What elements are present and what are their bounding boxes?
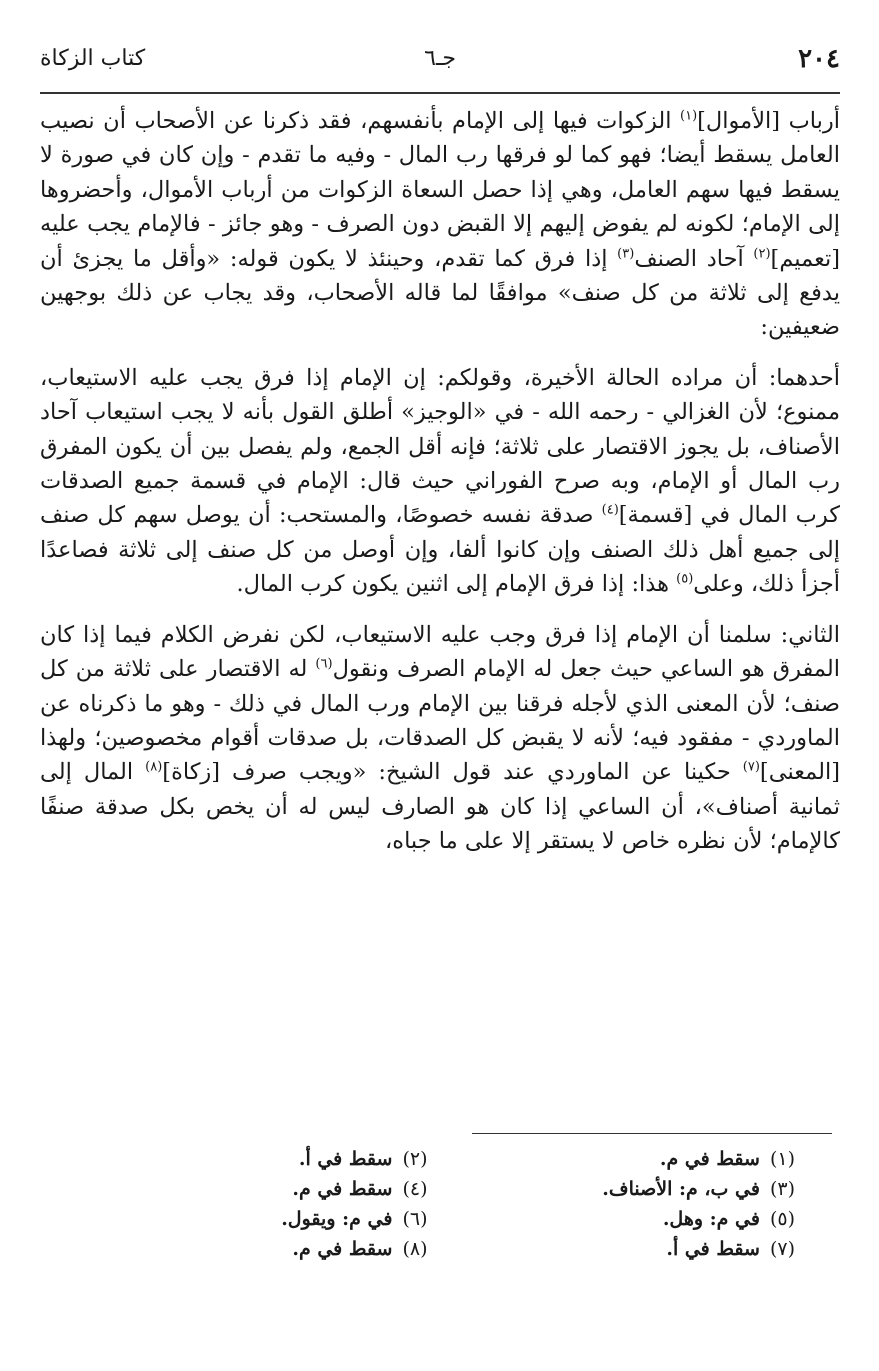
footnote-number: (٥)	[769, 1208, 795, 1230]
footnote-number: (٦)	[402, 1208, 428, 1230]
text-run: المال إلى ثمانية أصناف»، أن الساعي إذا كان هو الصارف ليس له أن يخص بكل صدقة صنفًا كالإمام؛ لأن نظره خاص لا يستقر إلا على ما جباه،	[40, 759, 840, 855]
footnote-text: في م: وهل.	[662, 1208, 760, 1230]
text-run: الثاني: سلمنا أن الإمام إذا فرق وجب عليه الاستيعاب، لكن نفرض الكلام فيما إذا كان المفرق هو الساعي حيث جعل له الإمام الصرف ونقول	[40, 621, 840, 683]
footnote-ref-2: (٢)	[753, 246, 771, 262]
text-run: الزكوات فيها إلى الإمام بأنفسهم، فقد ذكرنا عن الأصحاب أن نصيب العامل يسقط أيضا؛ فهو كما لو فرقها رب المال - وفيه ما تقدم - وإن كان في صورة لا يسقط فيها سهم العامل، وهي إذا حصل السعاة الزكوات من أرباب الأموال، وأحضروها إلى الإمام؛ لكونه لم يفوض إليهم إلا القبض دون الصرف - وهو جائز - فالإمام يجب عليه [تعميم]	[40, 108, 840, 272]
book-title: كتاب الزكاة	[40, 46, 146, 71]
text-run: له الاقتصار على ثلاثة من كل صنف؛ لأن المعنى الذي لأجله فرقنا بين الإمام ورب المال في ذلك - وهو ما ذكرناه عن الماوردي - مفقود فيه؛ لأنه لا يقبض كل الصدقات، بل صدقات أقوام مخصوصين؛ ولهذا [المعنى]	[40, 656, 840, 786]
footnote-1	[488, 1144, 796, 1174]
footnote-number: (٣)	[769, 1178, 795, 1200]
text-run: أرباب [الأموال]	[697, 108, 840, 134]
footnote-number: (٨)	[402, 1238, 428, 1260]
footnote-text: سقط في م.	[292, 1178, 393, 1200]
footnote-ref-5: (٥)	[676, 571, 694, 587]
footnote-ref-1: (١)	[680, 108, 698, 124]
page-number: ٢٠٤	[798, 44, 840, 74]
footnote-ref-8: (٨)	[145, 759, 163, 775]
footnote-8	[120, 1234, 428, 1264]
footnote-divider	[472, 1133, 832, 1134]
paragraph-3	[40, 618, 840, 859]
footnote-text: سقط في م.	[292, 1238, 393, 1260]
text-run: حكينا عن الماوردي عند قول الشيخ: «ويجب صرف [زكاة]	[162, 759, 743, 786]
footnote-number: (٢)	[402, 1148, 428, 1170]
footnote-2	[120, 1144, 428, 1174]
footnote-ref-3: (٣)	[617, 246, 635, 262]
footnote-text: سقط في أ.	[666, 1238, 760, 1260]
paragraph-2	[40, 361, 840, 602]
main-text	[40, 104, 840, 859]
footnote-3	[488, 1174, 796, 1204]
text-run: إذا فرق كما تقدم، وحينئذ لا يكون قوله: «وأقل ما يجزئ أن يدفع إلى ثلاثة من كل صنف» موافقًا لما قاله الأصحاب، وقد يجاب عن ذلك بوجهين ضعيفين:	[40, 245, 840, 341]
footnotes	[120, 1144, 795, 1264]
paragraph-1	[40, 104, 840, 345]
footnote-text: سقط في م.	[659, 1148, 760, 1170]
footnote-text: في م: ويقول.	[281, 1208, 393, 1230]
text-run: آحاد الصنف	[634, 245, 754, 272]
header-divider	[40, 92, 840, 94]
page-header	[40, 44, 840, 84]
footnote-number: (٧)	[769, 1238, 795, 1260]
text-run: أحدهما: أن مراده الحالة الأخيرة، وقولكم: إن الإمام إذا فرق يجب عليه الاستيعاب، ممنوع؛ لأن الغزالي - رحمه الله - في «الوجيز» أطلق القول بأنه لا يجب استيعاب آحاد الأصناف، بل يجوز الاقتصار على ثلاثة؛ فإنه أقل الجمع، ولم يفصل بين أن يكون المفرق رب المال أو الإمام، وبه صرح الفوراني حيث قال: الإمام في قسمة جميع الصدقات كرب المال في [قسمة]	[40, 364, 840, 529]
footnote-6	[120, 1204, 428, 1234]
footnote-text: سقط في أ.	[298, 1148, 393, 1170]
footnote-grid	[120, 1144, 795, 1264]
text-run: صدقة نفسه خصوصًا، والمستحب: أن يوصل سهم كل صنف إلى جميع أهل ذلك الصنف وإن كانوا ألفا، وإن أوصل من كل صنف إلى ثلاثة فصاعدًا أجزأ ذلك، وعلى	[40, 502, 840, 598]
footnote-ref-4: (٤)	[601, 502, 619, 518]
footnote-7	[488, 1234, 796, 1264]
volume-label: جـ٦	[424, 46, 456, 71]
footnote-text: في ب، م: الأصناف.	[602, 1178, 760, 1200]
footnote-number: (٤)	[402, 1178, 428, 1200]
footnote-ref-7: (٧)	[742, 759, 760, 775]
footnote-number: (١)	[769, 1148, 795, 1170]
footnote-ref-6: (٦)	[315, 656, 333, 672]
footnote-5	[488, 1204, 796, 1234]
text-run: هذا: إذا فرق الإمام إلى اثنين يكون كرب المال.	[236, 571, 677, 598]
footnote-4	[120, 1174, 428, 1204]
